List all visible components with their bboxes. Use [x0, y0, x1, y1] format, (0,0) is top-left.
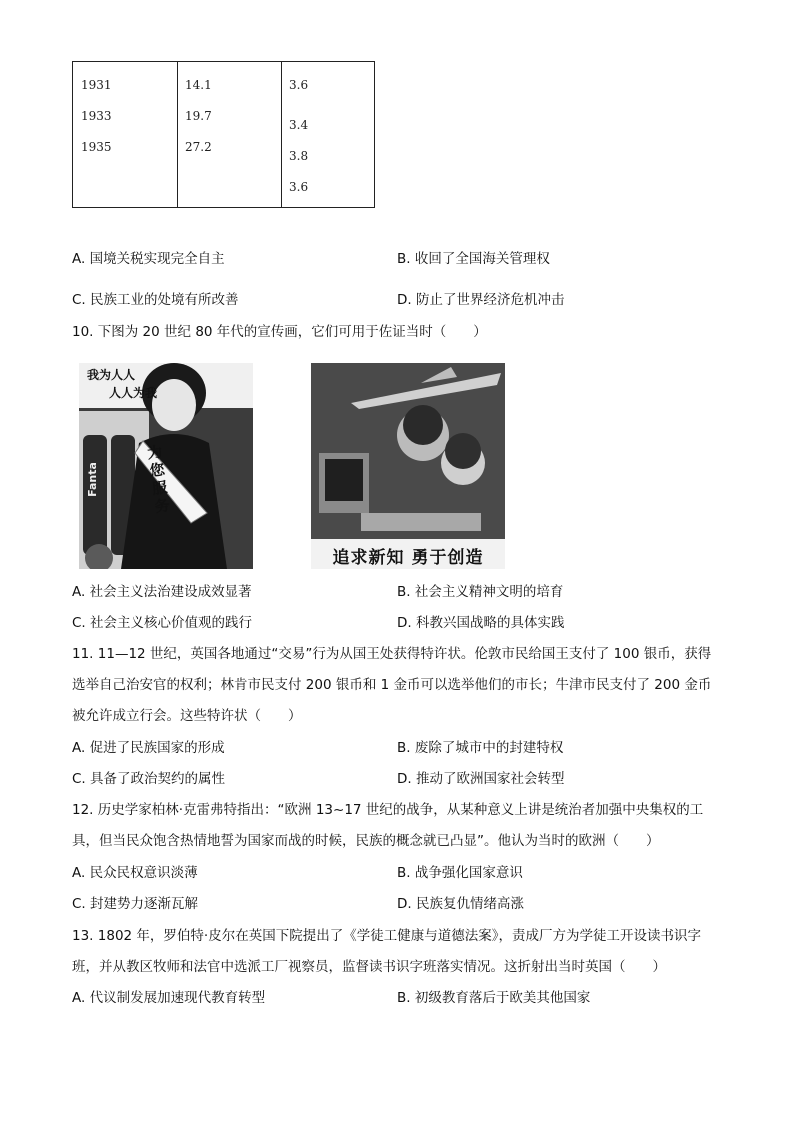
- q13-option-a[interactable]: A. 代议制发展加速现代教育转型: [72, 990, 266, 1006]
- q10-option-c[interactable]: C. 社会主义核心价值观的践行: [72, 615, 253, 631]
- table-cell: 3.8: [289, 149, 309, 163]
- q9-option-c[interactable]: C. 民族工业的处境有所改善: [72, 292, 239, 308]
- table-cell: 27.2: [185, 140, 212, 154]
- poster-bottle-label: Fanta: [85, 462, 99, 497]
- table-cell: 1933: [81, 109, 112, 123]
- table-cell: 19.7: [185, 109, 212, 123]
- table-cell: 1935: [81, 140, 112, 154]
- q12-stem-line1: 12. 历史学家柏林·克雷弗特指出：“欧洲 13~17 世纪的战争，从某种意义上讲是统治者加强中央集权的工: [72, 802, 704, 818]
- q11-stem-line3: 被允许成立行会。这些特许状（ ）: [72, 708, 302, 724]
- table-cell: 1931: [81, 78, 112, 92]
- q11-option-c[interactable]: C. 具备了政治契约的属性: [72, 771, 226, 787]
- q12-option-c[interactable]: C. 封建势力逐渐瓦解: [72, 896, 199, 912]
- q11-option-b[interactable]: B. 废除了城市中的封建特权: [397, 740, 564, 756]
- q10-stem: 10. 下图为 20 世纪 80 年代的宣传画，它们可用于佐证当时（ ）: [72, 324, 487, 340]
- data-table: [72, 61, 375, 208]
- poster-slogan-line2: 人人为我: [109, 386, 158, 400]
- table-column-c: [281, 62, 374, 207]
- poster-service-image: [79, 363, 253, 569]
- poster-science-illustration: [311, 363, 505, 569]
- q10-option-d[interactable]: D. 科教兴国战略的具体实践: [397, 615, 565, 631]
- q13-option-b[interactable]: B. 初级教育落后于欧美其他国家: [397, 990, 591, 1006]
- q13-stem-line2: 班，并从教区牧师和法官中选派工厂视察员，监督读书识字班落实情况。这折射出当时英国（ ）: [72, 959, 666, 975]
- poster-science-image: [311, 363, 505, 569]
- table-column-b: [177, 62, 282, 207]
- poster-caption: 追求新知 勇于创造: [332, 548, 484, 568]
- table-cell: 3.4: [289, 118, 309, 132]
- q9-option-b[interactable]: B. 收回了全国海关管理权: [397, 251, 550, 267]
- poster-sash-text: 为您服务: [146, 442, 171, 516]
- q11-stem-line2: 选举自己治安官的权利；林肯市民支付 200 银币和 1 金币可以选举他们的市长；牛津市民支付了 200 金币: [72, 677, 712, 693]
- q11-option-d[interactable]: D. 推动了欧洲国家社会转型: [397, 771, 565, 787]
- q10-option-a[interactable]: A. 社会主义法治建设成效显著: [72, 584, 252, 600]
- q9-option-d[interactable]: D. 防止了世界经济危机冲击: [397, 292, 565, 308]
- q12-stem-line2: 具，但当民众饱含热情地誓为国家而战的时候，民族的概念就已凸显”。他认为当时的欧洲（ ）: [72, 833, 660, 849]
- q13-stem-line1: 13. 1802 年，罗伯特·皮尔在英国下院提出了《学徒工健康与道德法案》，责成厂方为学徒工开设读书识字: [72, 928, 701, 944]
- q12-option-b[interactable]: B. 战争强化国家意识: [397, 865, 523, 881]
- table-cell: 14.1: [185, 78, 212, 92]
- poster-slogan-line1: 我为人人: [87, 368, 136, 382]
- q11-option-a[interactable]: A. 促进了民族国家的形成: [72, 740, 225, 756]
- q10-option-b[interactable]: B. 社会主义精神文明的培育: [397, 584, 564, 600]
- q12-option-d[interactable]: D. 民族复仇情绪高涨: [397, 896, 524, 912]
- q9-option-a[interactable]: A. 国境关税实现完全自主: [72, 251, 225, 267]
- q11-stem-line1: 11. 11—12 世纪，英国各地通过“交易”行为从国王处获得特许状。伦敦市民给国王支付了 100 银币，获得: [72, 646, 712, 662]
- table-cell: 3.6: [289, 180, 309, 194]
- table-column-years: [73, 62, 178, 207]
- table-cell: 3.6: [289, 78, 309, 92]
- q12-option-a[interactable]: A. 民众民权意识淡薄: [72, 865, 198, 881]
